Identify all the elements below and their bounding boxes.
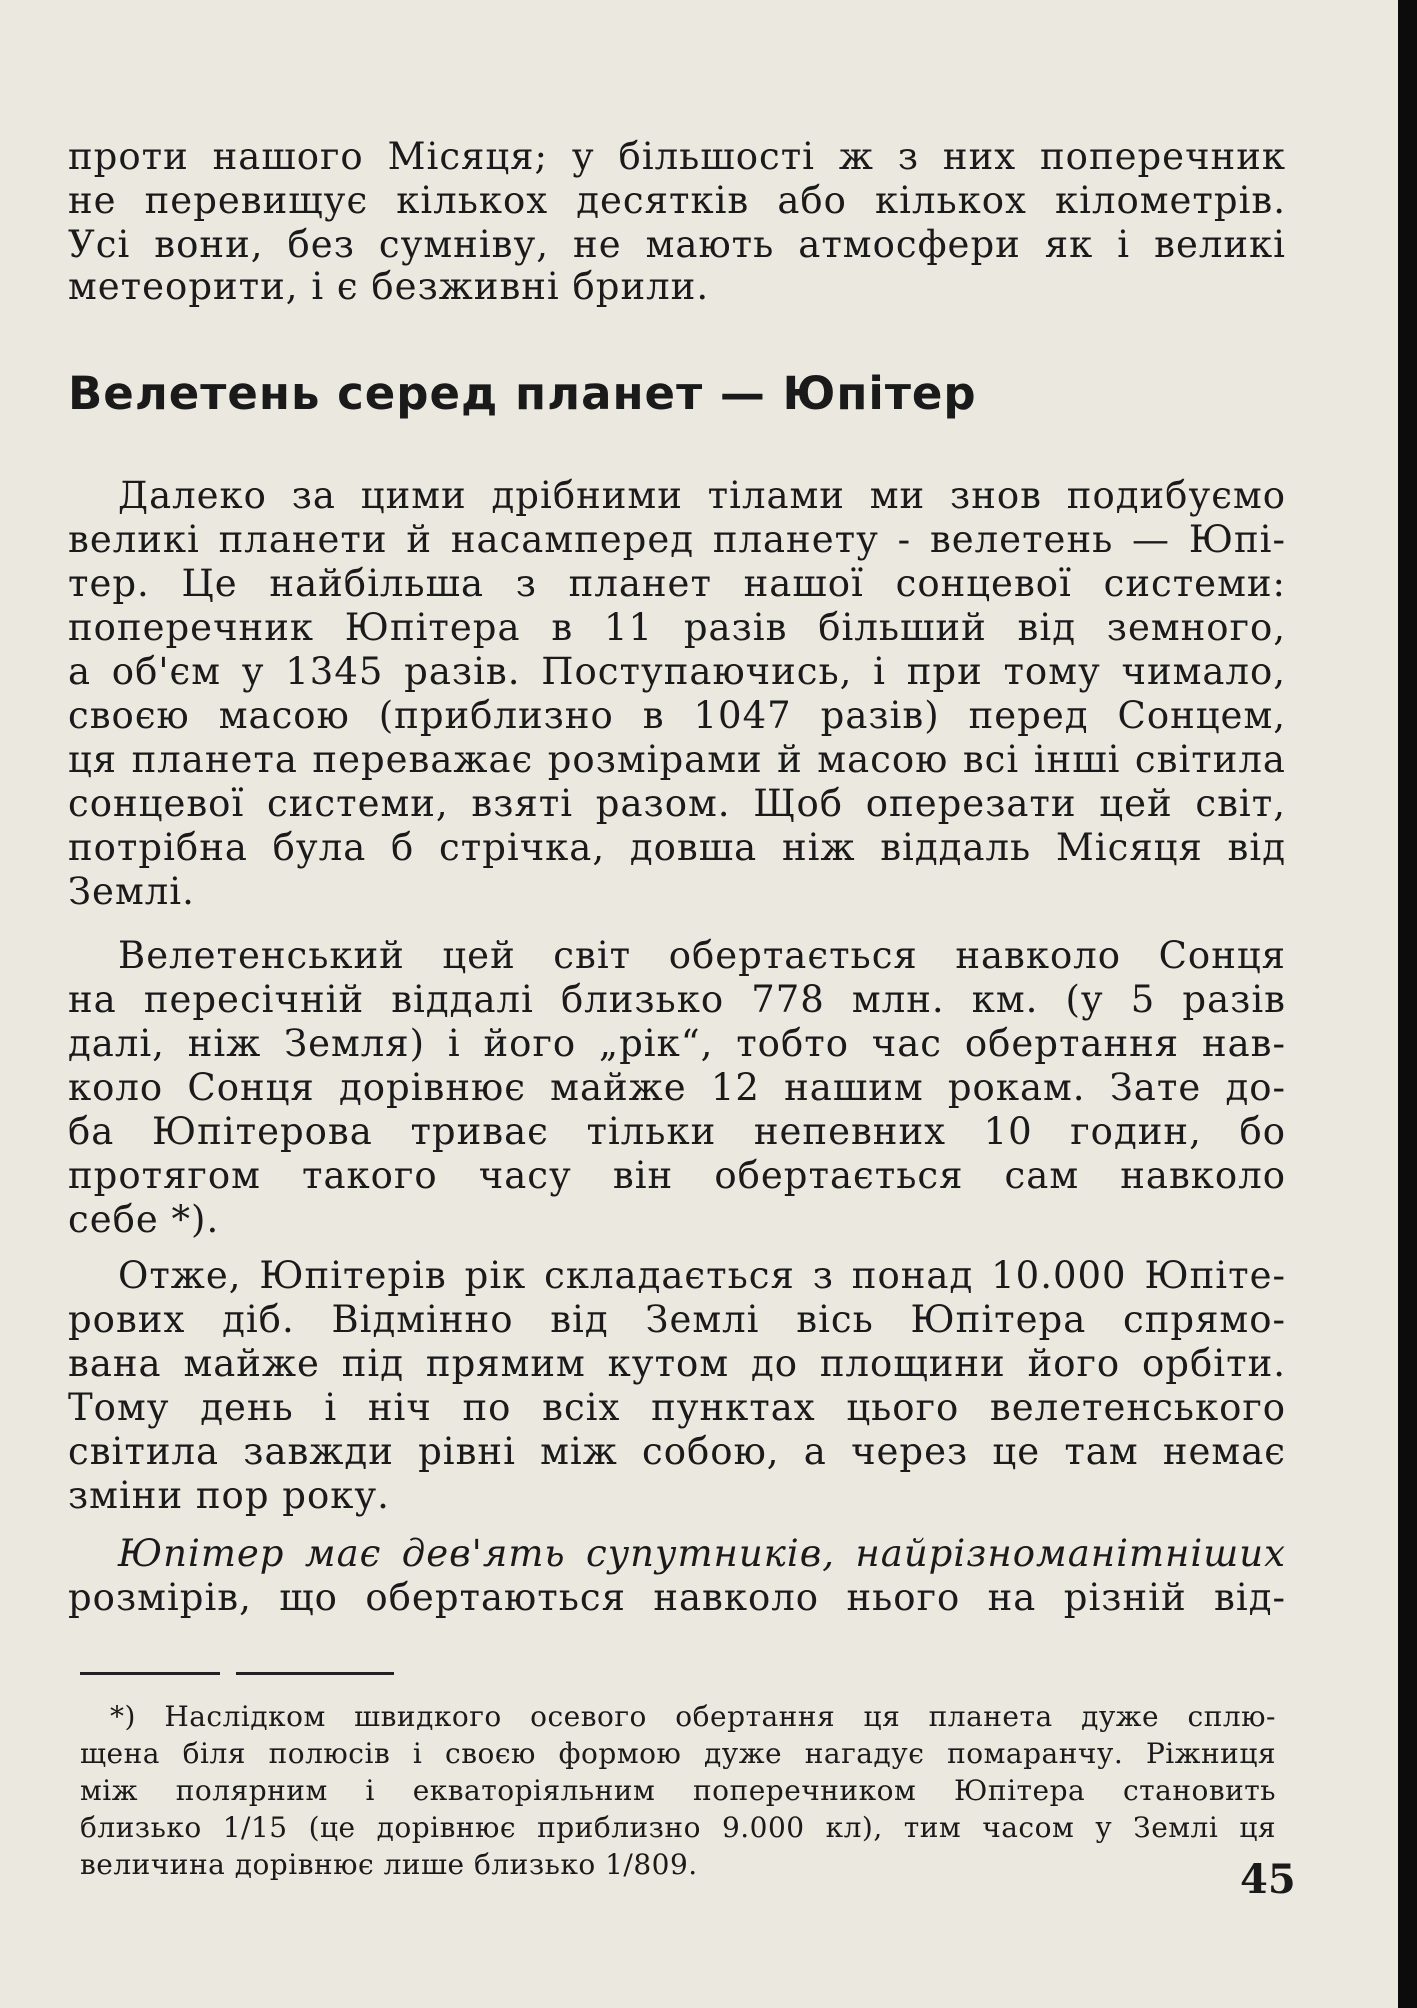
text-line: Юпітер має дев'ять супутників, найрізноманітніших xyxy=(118,1532,1286,1575)
text-line: Землі. xyxy=(68,870,195,913)
footnote-line: величина дорівнює лише близько 1/809. xyxy=(80,1848,698,1881)
footnote-line: близько 1/15 (це дорівнює приблизно 9.000 кл), тим часом у Землі ця xyxy=(80,1811,1276,1844)
text-line: потрібна була б стрічка, довша ніж віддаль Місяця від xyxy=(68,826,1286,869)
text-line: поперечник Юпітера в 11 разів більший від земного, xyxy=(68,606,1286,649)
text-line: Велетенський цей світ обертається навколо Сонця xyxy=(118,934,1286,977)
text-line: великі планети й насамперед планету - велетень — Юпі- xyxy=(68,518,1286,561)
text-line: коло Сонця дорівнює майже 12 нашим рокам. Зате до- xyxy=(68,1066,1286,1109)
text-line: рових діб. Відмінно від Землі вісь Юпітера спрямо- xyxy=(68,1298,1286,1341)
footnote-line: *) Наслідком швидкого осевого обертання ця планета дуже сплю- xyxy=(110,1700,1276,1733)
text-line: Отже, Юпітерів рік складається з понад 10.000 Юпіте- xyxy=(118,1254,1286,1297)
text-line: на пересічній віддалі близько 778 млн. км. (у 5 разів xyxy=(68,978,1286,1021)
text-line: своєю масою (приблизно в 1047 разів) перед Сонцем, xyxy=(68,694,1286,737)
text-line: проти нашого Місяця; у більшості ж з них поперечник xyxy=(68,135,1286,178)
footnote-rule xyxy=(236,1672,394,1675)
text-line: світила завжди рівні між собою, а через це там немає xyxy=(68,1430,1286,1473)
text-line: сонцевої системи, взяті разом. Щоб оперезати цей світ, xyxy=(68,782,1286,825)
text-line: метеорити, і є безживні брили. xyxy=(68,265,710,308)
text-line: зміни пор року. xyxy=(68,1474,390,1517)
footnote-line: щена біля полюсів і своєю формою дуже нагадує помаранчу. Ріжниця xyxy=(80,1737,1276,1770)
text-line: вана майже під прямим кутом до площини його орбіти. xyxy=(68,1342,1286,1385)
text-line: далі, ніж Земля) і його „рік“, тобто час обертання нав- xyxy=(68,1022,1286,1065)
text-line: розмірів, що обертаються навколо нього на різній від- xyxy=(68,1576,1286,1619)
text-line: тер. Це найбільша з планет нашої сонцевої системи: xyxy=(68,562,1286,605)
footnote-rule xyxy=(80,1672,220,1675)
text-line: а об'єм у 1345 разів. Поступаючись, і при тому чимало, xyxy=(68,650,1286,693)
text-line: не перевищує кількох десятків або кількох кілометрів. xyxy=(68,179,1286,222)
text-line: ця планета переважає розмірами й масою всі інші світила xyxy=(68,738,1286,781)
text-line: Тому день і ніч по всіх пунктах цього велетенського xyxy=(68,1386,1286,1429)
page-number: 45 xyxy=(1240,1856,1296,1903)
text-line: Далеко за цими дрібними тілами ми знов подибуємо xyxy=(118,474,1286,517)
footnote-line: між полярним і екваторіяльним поперечником Юпітера становить xyxy=(80,1774,1276,1807)
text-line: себе *). xyxy=(68,1198,220,1241)
section-heading: Велетень серед планет — Юпітер xyxy=(68,367,977,420)
text-line: ба Юпітерова триває тільки непевних 10 годин, бо xyxy=(68,1110,1286,1153)
text-line: протягом такого часу він обертається сам навколо xyxy=(68,1154,1286,1197)
text-line: Усі вони, без сумніву, не мають атмосфери як і великі xyxy=(68,223,1286,266)
page-edge-shadow xyxy=(1398,0,1417,2008)
